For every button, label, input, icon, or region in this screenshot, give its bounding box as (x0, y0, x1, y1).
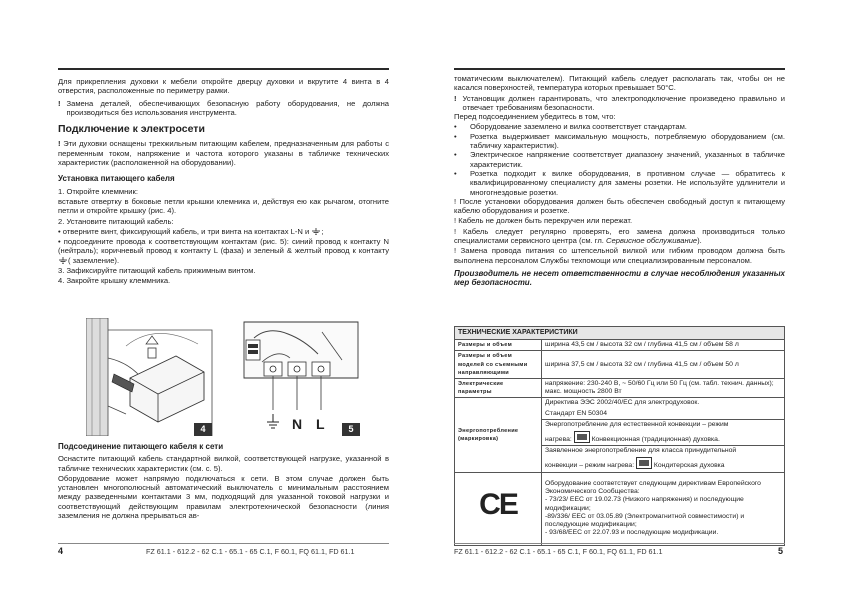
figure-5-label: 5 (342, 423, 360, 436)
step-2-b-end: ( заземление). (68, 255, 120, 265)
terminal-l-label: L (316, 416, 325, 432)
warning-check-cable (454, 227, 785, 246)
heading-connect: Подключение к электросети (58, 123, 205, 136)
step-2: 2. Установите питающий кабель: (58, 216, 174, 226)
right-column (454, 74, 785, 288)
warning-check-cable-end: ). (697, 236, 702, 246)
bullet-item (454, 122, 785, 131)
figure-5-wiring (238, 318, 360, 436)
bullet-text: Электрическое напряжение соответствует диапазону значений, указанных в табличке характеристик. (470, 150, 785, 169)
bullet-dot: • (454, 168, 457, 178)
bullet-text: Оборудование заземлено и вилка соответствует стандартам. (470, 122, 687, 132)
warning-tools (58, 99, 389, 118)
left-column-upper (58, 77, 389, 287)
energy-line: Энергопотребление для естественной конвекции – режим (545, 420, 729, 428)
warning-mark: ! (454, 93, 457, 103)
spec-value: напряжение: 230-240 В, ~ 50/60 Гц или 50 Гц (см. табл. технич. данных); макс. мощность 2800 Вт (542, 379, 785, 398)
bullet-item (454, 169, 785, 197)
ce-mark: CE (479, 487, 517, 521)
bullet-dot: • (454, 122, 457, 132)
step-2-a (58, 227, 389, 236)
paragraph-check: Перед подсоединением убедитесь в том, что: (454, 112, 616, 122)
step-2-b (58, 237, 389, 265)
step-2-a-text: • отверните винт, фиксирующий кабель, и три винта на контактах L-N и (58, 226, 310, 236)
energy-line: Директива ЭЭС 2002/40/EC для электродуховок. (545, 399, 700, 407)
earth-icon (311, 226, 324, 236)
spec-key: Энергопотребление (маркировка) (455, 398, 542, 472)
figure-4-terminal-box (86, 318, 216, 436)
energy-line (542, 456, 784, 471)
warning-tools-text: Замена деталей, обеспечивающих безопасную работу оборудования, не должна производиться без использования инструмента. (66, 98, 389, 117)
table-row (455, 379, 785, 398)
warning-installer-text: Установщик должен гарантировать, что электроподключение произведено правильно и отвечает требованиям безопасности. (462, 93, 785, 112)
bullet-text: Розетка подходит к вилке оборудования, в противном случае — обратитесь к квалифицированному специалисту для замены розетки. Не используйте удлинители и многогнездовые розетки. (470, 168, 785, 197)
spec-table-header: ТЕХНИЧЕСКИЕ ХАРАКТЕРИСТИКИ (455, 327, 785, 340)
pastry-oven-icon (636, 457, 652, 469)
warning-replace: ! Замена провода питания со штепсельной вилкой или гибким проводом должна быть выполнена персоналом Службы техпомощи или специализированным персоналом. (454, 246, 785, 265)
page-number-left: 4 (58, 546, 64, 556)
top-rule-right (454, 68, 785, 70)
terminal-n-label: N (292, 416, 303, 432)
bottom-rule-left (58, 543, 389, 544)
warning-cable: ! Эти духовки оснащены трехжильным питающим кабелем, предназначенным для работы с переменным током, напряжение и частота которого указаны в табличке технических характеристик (расположенной на оборудовании). (58, 139, 390, 168)
page-number-right: 5 (778, 546, 784, 556)
warning-installer (454, 94, 785, 113)
top-rule-left (58, 68, 389, 70)
footer-models-right: FZ 61.1 - 612.2 - 62 C.1 - 65.1 - 65 C.1, F 60.1, FQ 61.1, FD 61.1 (454, 547, 663, 556)
step-3: 3. Зафиксируйте питающий кабель прижимным винтом. (58, 266, 256, 276)
step-4: 4. Закройте крышку клеммника. (58, 276, 171, 286)
heading-socket: Подсоединение питающего кабеля к сети (58, 442, 224, 451)
bottom-rule-right (454, 543, 785, 544)
step-2-b-text: • подсоедините провода к соответствующим контактам (рис. 5): синий провод к контакту N (нейтраль); коричневый провод к контакту L (фаза) и зеленый & желтый провод к контакту (58, 237, 389, 256)
manufacturer-disclaimer: Производитель не несет ответственности в случае несоблюдения указанных мер безопасности. (454, 268, 785, 288)
table-row (455, 351, 785, 379)
energy-line: Заявленное энергопотребление для класса принудительной (545, 447, 737, 455)
table-row (455, 340, 785, 351)
energy-line (542, 430, 784, 446)
heading-install-cable: Установка питающего кабеля (58, 174, 175, 184)
energy-mode-label: конвекции – режим нагрева: (545, 462, 635, 470)
warning-mark: ! (58, 98, 61, 108)
table-row (455, 398, 785, 472)
footer-models-left: FZ 61.1 - 612.2 - 62 C.1 - 65.1 - 65 C.1, F 60.1, FQ 61.1, FD 61.1 (146, 547, 355, 556)
paragraph-plug: Оснастите питающий кабель стандартной вилкой, соответствующей нагрузке, указанной в табличке технических характеристик (см. с. 5). (58, 454, 389, 473)
figure-4-label: 4 (194, 423, 212, 436)
spec-value-energy (542, 398, 785, 472)
spec-table (454, 326, 785, 546)
bullet-item (454, 132, 785, 151)
spec-key: Размеры и объем (455, 340, 542, 351)
bullet-text: Розетка выдерживает максимальную мощность, потребляемую оборудованием (см. табличку характеристик). (470, 131, 785, 151)
step-1-detail: вставьте отвертку в боковые петли крышки клемника и, действуя ею как рычагом, отогните петли и откройте крышку (рис. 4). (58, 196, 389, 216)
bullet-dot: • (454, 150, 457, 160)
spec-key: Электрические параметры (455, 379, 542, 398)
energy-mode-value: Конвекционная (традиционная) духовка. (591, 436, 720, 444)
warning-check-cable-text: ! Кабель следует регулярно проверять, его замена должна производиться только специалистами сервисного центра (см. гл. (454, 226, 785, 246)
ce-text: Оборудование соответствует следующим директивам Европейского Экономического Сообщества: - 73/23/ EEC от 19.02.73 (Низкого напряжения) и последующие модификации; -89/336/ EEC от 03.05.89 (Электромагнитной совместимости) и последующие модификации; - 93/68/EEC от 22.07.93 и последующие модификации. (542, 472, 785, 545)
bullet-item (454, 150, 785, 169)
spec-value: ширина 37,5 см / высота 32 см / глубина 41,5 см / объем 50 л (542, 351, 785, 379)
ce-mark-cell (455, 472, 542, 545)
paragraph-cable-temp: томатическим выключателем). Питающий кабель следует располагать так, чтобы он не касался поверхностей, температура которых превышает 50°С. (454, 74, 785, 93)
spec-value: ширина 43,5 см / высота 32 см / глубина 41,5 см / объем 58 л (542, 340, 785, 351)
service-reference: Сервисное обслуживание (606, 236, 698, 246)
table-row (455, 472, 785, 545)
warning-cable-text: Эти духовки оснащены трехжильным питающим кабелем, предназначенным для работы с переменным током, напряжение и частота которого указаны в табличке технических характеристик (расположенной на оборудовании). (58, 139, 390, 168)
left-column-lower (58, 442, 389, 521)
spec-key: Размеры и объем моделей со съемными направляющими (455, 351, 542, 379)
figure-4-drawing (86, 318, 216, 436)
paragraph-mounting: Для прикрепления духовки к мебели откройте дверцу духовки и вкрутите 4 винта в 4 отверстия, расположенные по периметру рамки. (58, 77, 389, 96)
earth-icon (58, 257, 68, 264)
energy-mode-value: Кондитерская духовка (653, 462, 725, 470)
step-2-a-end: ; (321, 226, 324, 236)
energy-mode-label: нагрева: (545, 436, 572, 444)
conventional-oven-icon (574, 431, 590, 443)
warning-twist: ! Кабель не должен быть перекручен или пережат. (454, 216, 633, 226)
step-1: 1. Откройте клеммник: (58, 186, 138, 196)
paragraph-direct: Оборудование может напрямую подключаться к сети. В этом случае должен быть установлен многополюсный автоматический выключатель с минимальным расстоянием между разведенными контактами 3 мм, подходящий для указанной токовой нагрузки и соответствующий действующим правилам электротехнической безопасности (линия заземления не должна прерываться ав- (58, 473, 389, 521)
bullet-dot: • (454, 131, 457, 141)
warning-access: ! После установки оборудования должен быть обеспечен свободный доступ к питающему кабелю оборудования и розетке. (454, 196, 785, 216)
energy-line: Стандарт EN 50304 (542, 409, 784, 420)
